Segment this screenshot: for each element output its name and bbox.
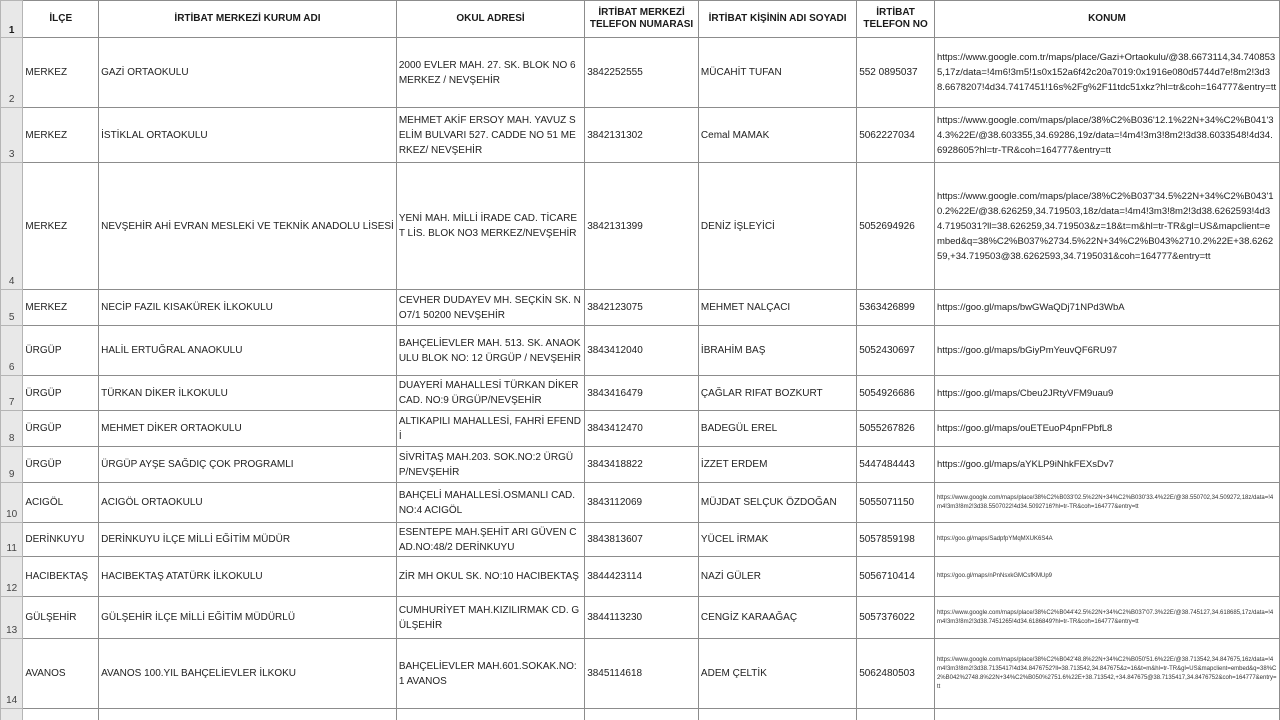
table-row (1, 108, 1280, 163)
cell-kisi-tel[interactable]: 5447484443 (857, 447, 935, 483)
cell-adres[interactable]: ESENTEPE MAH.ŞEHİT ARI GÜVEN CAD.NO:48/2 DERİNKUYU (396, 523, 584, 557)
cell-kisi-tel[interactable]: 5052430697 (857, 326, 935, 376)
cell-kurum[interactable]: GÜLŞEHİR İLÇE MİLLİ EĞİTİM MÜDÜRLÜ (99, 597, 397, 639)
cell-kurum[interactable]: HACIBEKTAŞ ATATÜRK İLKOKULU (99, 557, 397, 597)
cell-konum[interactable]: https://goo.gl/maps/bwGWaQDj71NPd3WbA (934, 290, 1279, 326)
cell-kisi[interactable]: NAZİ GÜLER (698, 557, 856, 597)
row-number[interactable]: 1 (1, 1, 23, 38)
empty-cell[interactable] (99, 709, 397, 720)
row-number[interactable]: 13 (1, 597, 23, 639)
table-row (1, 326, 1280, 376)
cell-tel[interactable]: 3842123075 (585, 290, 699, 326)
cell-tel[interactable]: 3843416479 (585, 376, 699, 411)
cell-kisi[interactable]: MÜJDAT SELÇUK ÖZDOĞAN (698, 483, 856, 523)
cell-tel[interactable]: 3844113230 (585, 597, 699, 639)
cell-tel[interactable]: 3844423114 (585, 557, 699, 597)
cell-konum[interactable]: https://goo.gl/maps/ouETEuoP4pnFPbfL8 (934, 411, 1279, 447)
cell-kisi[interactable]: İZZET ERDEM (698, 447, 856, 483)
header-konum[interactable]: KONUM (934, 1, 1279, 38)
row-number[interactable]: 12 (1, 557, 23, 597)
cell-tel[interactable]: 3842131302 (585, 108, 699, 163)
cell-kisi-tel[interactable]: 5052694926 (857, 163, 935, 290)
cell-adres[interactable]: BAHÇELİEVLER MAH. 513. SK. ANAOKULU BLOK NO: 12 ÜRGÜP / NEVŞEHİR (396, 326, 584, 376)
cell-kurum[interactable]: MEHMET DİKER ORTAOKULU (99, 411, 397, 447)
cell-kisi[interactable]: BADEGÜL EREL (698, 411, 856, 447)
table-row (1, 639, 1280, 709)
cell-ilce[interactable]: DERİNKUYU (23, 523, 99, 557)
row-number[interactable] (1, 709, 23, 720)
cell-konum[interactable]: https://goo.gl/maps/aYKLP9iNhkFEXsDv7 (934, 447, 1279, 483)
cell-ilce[interactable]: ÜRGÜP (23, 326, 99, 376)
cell-adres[interactable]: CUMHURİYET MAH.KIZILIRMAK CD. GÜLŞEHİR (396, 597, 584, 639)
cell-konum[interactable]: https://www.google.com.tr/maps/place/Gazi+Ortaokulu/@38.6673114,34.7408535,17z/data=!4m6!3m5!1s0x152a6f42c20a7019:0x1916e080d5744d7e!8m2!3d38.6678207!4d34.7417451!16s%2Fg%2F11tdc51xkz?hl=tr&coh=164777&entry=tt (934, 38, 1279, 108)
cell-tel[interactable]: 3845114618 (585, 639, 699, 709)
cell-kisi[interactable]: Cemal MAMAK (698, 108, 856, 163)
cell-ilce[interactable]: HACIBEKTAŞ (23, 557, 99, 597)
cell-konum[interactable]: https://www.google.com/maps/place/38%C2%B037'34.5%22N+34%C2%B043'10.2%22E/@38.626259,34.719503,18z/data=!4m4!3m3!8m2!3d38.6262593!4d34.7195031?ll=38.626259,34.719503&z=18&t=m&hl=tr-TR&gl=US&mapclient=embed&q=38%C2%B037%2734.5%22N+34%C2%B043%2710.2%22E+38.626259,+34.719503@38.6262593,34.7195031&coh=164777&entry=tt (934, 163, 1279, 290)
cell-konum[interactable]: https://goo.gl/maps/Cbeu2JRtyVFM9uau9 (934, 376, 1279, 411)
cell-kisi-tel[interactable]: 5363426899 (857, 290, 935, 326)
cell-kurum[interactable]: ACIGÖL ORTAOKULU (99, 483, 397, 523)
cell-adres[interactable]: 2000 EVLER MAH. 27. SK. BLOK NO 6 MERKEZ / NEVŞEHİR (396, 38, 584, 108)
table-row (1, 163, 1280, 290)
cell-kurum[interactable]: TÜRKAN DİKER İLKOKULU (99, 376, 397, 411)
row-number[interactable]: 4 (1, 163, 23, 290)
cell-tel[interactable]: 3843112069 (585, 483, 699, 523)
cell-ilce[interactable]: MERKEZ (23, 290, 99, 326)
cell-kisi[interactable]: ADEM ÇELTİK (698, 639, 856, 709)
cell-adres[interactable]: ALTIKAPILI MAHALLESİ, FAHRİ EFENDİ (396, 411, 584, 447)
cell-kurum[interactable]: İSTİKLAL ORTAOKULU (99, 108, 397, 163)
cell-tel[interactable]: 3842252555 (585, 38, 699, 108)
cell-kisi[interactable]: İBRAHİM BAŞ (698, 326, 856, 376)
cell-adres[interactable]: ZİR MH OKUL SK. NO:10 HACIBEKTAŞ (396, 557, 584, 597)
cell-kisi[interactable]: MÜCAHİT TUFAN (698, 38, 856, 108)
row-number[interactable]: 14 (1, 639, 23, 709)
cell-kisi[interactable]: DENİZ İŞLEYİCİ (698, 163, 856, 290)
table-row (1, 523, 1280, 557)
cell-kisi[interactable]: ÇAĞLAR RIFAT BOZKURT (698, 376, 856, 411)
cell-kisi-tel[interactable]: 5054926686 (857, 376, 935, 411)
cell-kisi-tel[interactable]: 5056710414 (857, 557, 935, 597)
table-row (1, 376, 1280, 411)
cell-kisi-tel[interactable]: 5062227034 (857, 108, 935, 163)
cell-ilce[interactable]: AVANOS (23, 639, 99, 709)
cell-ilce[interactable]: GÜLŞEHİR (23, 597, 99, 639)
cell-kisi-tel[interactable]: 5057376022 (857, 597, 935, 639)
cell-kurum[interactable]: HALİL ERTUĞRAL ANAOKULU (99, 326, 397, 376)
cell-konum[interactable]: https://www.google.com/maps/place/38%C2%B036'12.1%22N+34%C2%B041'34.3%22E/@38.603355,34.69286,19z/data=!4m4!3m3!8m2!3d38.6033548!4d34.6928605?hl=tr-TR&coh=164777&entry=tt (934, 108, 1279, 163)
cell-kisi[interactable]: CENGİZ KARAAĞAÇ (698, 597, 856, 639)
cell-tel[interactable]: 3843813607 (585, 523, 699, 557)
empty-cell[interactable] (698, 709, 856, 720)
table-row (1, 411, 1280, 447)
table-row (1, 447, 1280, 483)
empty-cell[interactable] (396, 709, 584, 720)
cell-kurum[interactable]: GAZİ ORTAOKULU (99, 38, 397, 108)
row-number[interactable]: 8 (1, 411, 23, 447)
cell-tel[interactable]: 3843418822 (585, 447, 699, 483)
cell-konum[interactable]: https://goo.gl/maps/nPnNsxkGMCsfKMUp9 (934, 557, 1279, 597)
empty-cell[interactable] (857, 709, 935, 720)
header-adres[interactable]: OKUL ADRESİ (396, 1, 584, 38)
row-number[interactable]: 3 (1, 108, 23, 163)
table-row (1, 38, 1280, 108)
cell-adres[interactable]: DUAYERİ MAHALLESİ TÜRKAN DİKER CAD. NO:9 ÜRGÜP/NEVŞEHİR (396, 376, 584, 411)
table-row (1, 290, 1280, 326)
row-number[interactable]: 2 (1, 38, 23, 108)
cell-ilce[interactable]: ÜRGÜP (23, 376, 99, 411)
cell-kisi-tel[interactable]: 552 0895037 (857, 38, 935, 108)
table-row (1, 709, 1280, 720)
row-number[interactable]: 10 (1, 483, 23, 523)
table-row (1, 597, 1280, 639)
cell-ilce[interactable]: ACIGÖL (23, 483, 99, 523)
header-row (1, 1, 1280, 38)
cell-ilce[interactable]: MERKEZ (23, 108, 99, 163)
cell-konum[interactable]: https://www.google.com/maps/place/38%C2%B044'42.5%22N+34%C2%B037'07.3%22E/@38.745127,34.618685,17z/data=!4m4!3m3!8m2!3d38.7451265!4d34.6186849?hl=tr-TR&coh=164777&entry=tt (934, 597, 1279, 639)
cell-kurum[interactable]: NECİP FAZIL KISAKÜREK İLKOKULU (99, 290, 397, 326)
row-number[interactable]: 11 (1, 523, 23, 557)
cell-ilce[interactable]: ÜRGÜP (23, 447, 99, 483)
table-row (1, 483, 1280, 523)
cell-konum[interactable]: https://www.google.com/maps/place/38%C2%B033'02.5%22N+34%C2%B030'33.4%22E/@38.550702,34.509272,18z/data=!4m4!3m3!8m2!3d38.5507022!4d34.5092716?hl=tr-TR&coh=164777&entry=tt (934, 483, 1279, 523)
empty-cell[interactable] (934, 709, 1279, 720)
empty-cell[interactable] (23, 709, 99, 720)
cell-kisi-tel[interactable]: 5062480503 (857, 639, 935, 709)
header-ilce[interactable]: İLÇE (23, 1, 99, 38)
cell-tel[interactable]: 3843412470 (585, 411, 699, 447)
cell-tel[interactable]: 3842131399 (585, 163, 699, 290)
cell-kisi-tel[interactable]: 5055071150 (857, 483, 935, 523)
cell-ilce[interactable]: ÜRGÜP (23, 411, 99, 447)
cell-ilce[interactable]: MERKEZ (23, 38, 99, 108)
cell-kurum[interactable]: ÜRGÜP AYŞE SAĞDIÇ ÇOK PROGRAMLI (99, 447, 397, 483)
header-kisi[interactable]: İRTİBAT KİŞİNİN ADI SOYADI (698, 1, 856, 38)
table-row (1, 557, 1280, 597)
cell-ilce[interactable]: MERKEZ (23, 163, 99, 290)
row-number[interactable]: 7 (1, 376, 23, 411)
empty-cell[interactable] (585, 709, 699, 720)
header-kisi-tel[interactable]: İRTİBAT TELEFON NO (857, 1, 935, 38)
cell-konum[interactable]: https://goo.gl/maps/SadpfpYMqMXUK6S4A (934, 523, 1279, 557)
cell-tel[interactable]: 3843412040 (585, 326, 699, 376)
cell-adres[interactable]: BAHÇELİEVLER MAH.601.SOKAK.NO:1 AVANOS (396, 639, 584, 709)
cell-kurum[interactable]: DERİNKUYU İLÇE MİLLİ EĞİTİM MÜDÜR (99, 523, 397, 557)
cell-kurum[interactable]: NEVŞEHİR AHİ EVRAN MESLEKİ VE TEKNİK ANADOLU LİSESİ (99, 163, 397, 290)
cell-kisi[interactable]: YÜCEL İRMAK (698, 523, 856, 557)
header-tel[interactable]: İRTİBAT MERKEZİ TELEFON NUMARASI (585, 1, 699, 38)
cell-kisi-tel[interactable]: 5057859198 (857, 523, 935, 557)
row-number[interactable]: 5 (1, 290, 23, 326)
cell-adres[interactable]: SİVRİTAŞ MAH.203. SOK.NO:2 ÜRGÜP/NEVŞEHİR (396, 447, 584, 483)
cell-adres[interactable]: CEVHER DUDAYEV MH. SEÇKİN SK. NO7/1 50200 NEVŞEHİR (396, 290, 584, 326)
row-number[interactable]: 6 (1, 326, 23, 376)
cell-konum[interactable]: https://www.google.com/maps/place/38%C2%B042'48.8%22N+34%C2%B050'51.6%22E/@38.713542,34.847675,16z/data=!4m4!3m3!8m2!3d38.7135417!4d34.8476752?ll=38.713542,34.847675&z=16&t=m&hl=tr-TR&gl=US&mapclient=embed&q=38%C2%B042%2748.8%22N+34%C2%B050%2751.6%22E+38.713542,+34.847675@38.7135417,34.8476752&coh=164777&entry=tt (934, 639, 1279, 709)
cell-kisi[interactable]: MEHMET NALÇACI (698, 290, 856, 326)
cell-kisi-tel[interactable]: 5055267826 (857, 411, 935, 447)
cell-adres[interactable]: BAHÇELİ MAHALLESİ.OSMANLI CAD. NO:4 ACIGÖL (396, 483, 584, 523)
cell-adres[interactable]: MEHMET AKİF ERSOY MAH. YAVUZ SELİM BULVARI 527. CADDE NO 51 MERKEZ/ NEVŞEHİR (396, 108, 584, 163)
cell-adres[interactable]: YENİ MAH. MİLLİ İRADE CAD. TİCARET LİS. BLOK NO3 MERKEZ/NEVŞEHİR (396, 163, 584, 290)
row-number[interactable]: 9 (1, 447, 23, 483)
header-kurum[interactable]: İRTİBAT MERKEZİ KURUM ADI (99, 1, 397, 38)
cell-kurum[interactable]: AVANOS 100.YIL BAHÇELİEVLER İLKOKU (99, 639, 397, 709)
cell-konum[interactable]: https://goo.gl/maps/bGiyPmYeuvQF6RU97 (934, 326, 1279, 376)
